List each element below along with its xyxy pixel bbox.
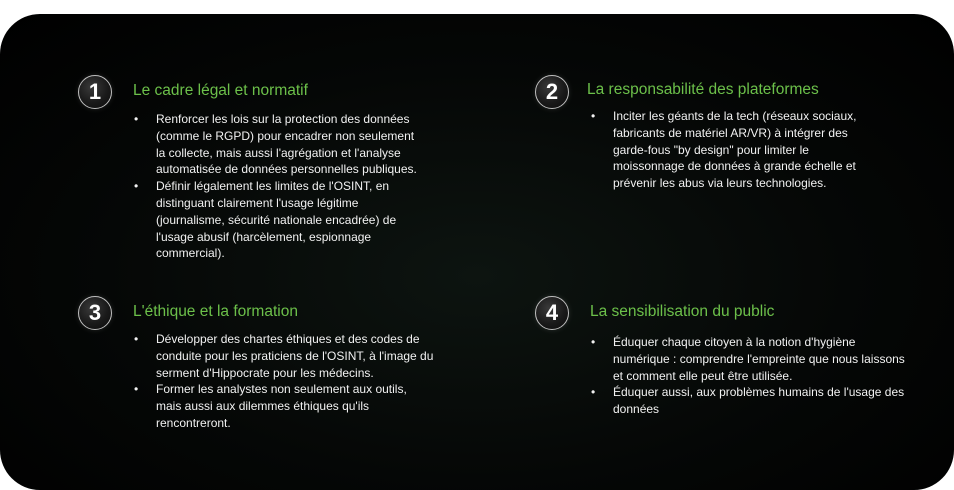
recommendations-panel — [0, 14, 954, 490]
bullet-list — [591, 334, 911, 418]
section-platform-responsibility — [535, 75, 935, 235]
section-title: La sensibilisation du public — [590, 303, 775, 320]
section-public-awareness — [535, 296, 935, 446]
section-title: Le cadre légal et normatif — [133, 82, 308, 99]
bullet-item: • Définir légalement les limites de l'OSINT, en distinguant clairement l'usage légitime (journalisme, sécurité nationale encadrée) de l'usage abusif (harcèlement, espionnage commercial). — [134, 178, 424, 262]
section-title: La responsabilité des plateformes — [587, 81, 819, 98]
section-legal-framework — [78, 75, 458, 285]
bullet-list — [591, 108, 881, 192]
bullet-list — [134, 331, 434, 432]
bullet-item: • Inciter les géants de la tech (réseaux sociaux, fabricants de matériel AR/VR) à intégrer des garde-fous "by design" pour limiter le moissonnage de données à grande échelle et prévenir les abus via leurs technologies. — [591, 108, 881, 192]
section-ethics-training — [78, 296, 458, 476]
bullet-list — [134, 111, 424, 262]
bullet-item: • Renforcer les lois sur la protection des données (comme le RGPD) pour encadrer non seulement la collecte, mais aussi l'agrégation et l'analyse automatisée de données personnelles publiques. — [134, 111, 424, 178]
bullet-item: • Éduquer chaque citoyen à la notion d'hygiène numérique : comprendre l'empreinte que nous laissons et comment elle peut être utilisée. — [591, 334, 911, 384]
bullet-item: • Former les analystes non seulement aux outils, mais aussi aux dilemmes éthiques qu'ils rencontreront. — [134, 381, 434, 431]
bullet-item: • Éduquer aussi, aux problèmes humains de l'usage des données — [591, 384, 911, 418]
bullet-item: • Développer des chartes éthiques et des codes de conduite pour les praticiens de l'OSINT, à l'image du serment d'Hippocrate pour les médecins. — [134, 331, 434, 381]
section-number-badge: 2 — [535, 75, 569, 109]
section-title: L'éthique et la formation — [133, 303, 298, 320]
section-number-badge: 3 — [78, 296, 112, 330]
section-number-badge: 4 — [535, 296, 569, 330]
section-number-badge: 1 — [78, 75, 112, 109]
